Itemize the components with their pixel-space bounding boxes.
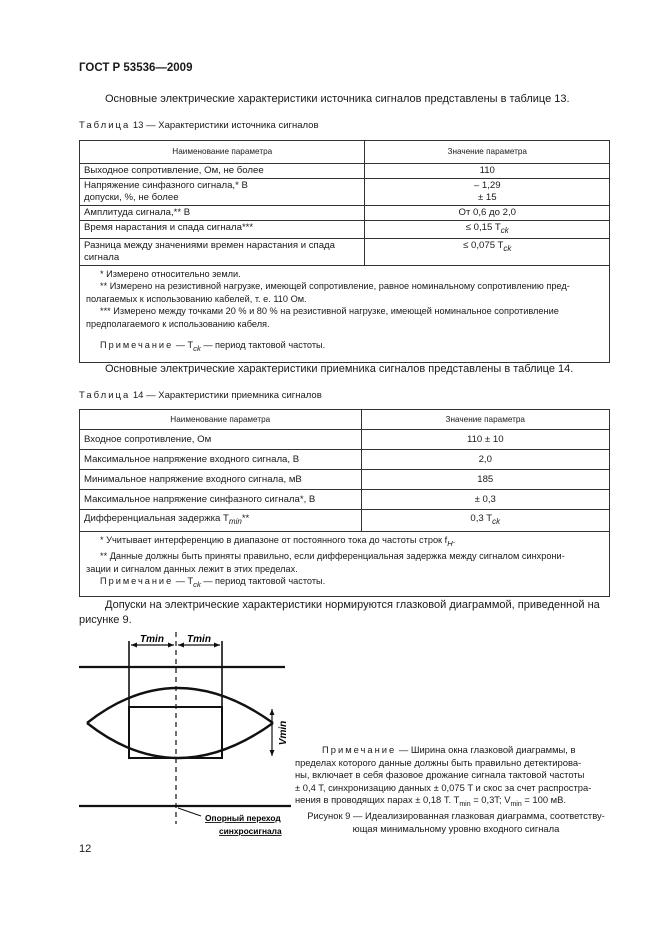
table14-remark: Примечание — $T_{ck}$ — период тактовой частоты. xyxy=(100,576,326,590)
row-name: Выходное сопротивление, Ом, не более xyxy=(80,164,365,179)
row-name: Время нарастания и спада сигнала*** xyxy=(80,221,365,239)
table14-caption xyxy=(79,390,322,401)
table14-col-header-name: Наименование параметра xyxy=(80,410,362,430)
footnote: ** Данные должны быть приняты правильно, если дифференциальная задержка между сигналом синхрони- xyxy=(100,551,565,562)
footnote: ** Измерено на резистивной нагрузке, имеющей сопротивление, равное номинальному сопротивлению пред- xyxy=(100,281,570,292)
row-value: 185 xyxy=(361,470,609,490)
row-value: 110 ± 10 xyxy=(361,430,609,450)
table-row xyxy=(80,206,610,221)
table14-col-header-value: Значение параметра xyxy=(361,410,609,430)
table-row xyxy=(80,179,610,206)
document-code: ГОСТ Р 53536—2009 xyxy=(79,62,193,74)
table14-caption-text: 14 — Характеристики приемника сигналов xyxy=(132,390,322,401)
table13 xyxy=(79,140,610,363)
table13-remark: Примечание — $T_{ck}$ — период тактовой частоты. xyxy=(100,340,326,354)
row-name: Минимальное напряжение входного сигнала, мВ xyxy=(80,470,362,490)
arrowhead-icon xyxy=(168,643,174,648)
intro-table13: Основные электрические характеристики источника сигналов представлены в таблице 13. xyxy=(105,93,570,105)
row-name: Входное сопротивление, Ом xyxy=(80,430,362,450)
row-name: Максимальное напряжение входного сигнала, В xyxy=(80,450,362,470)
figure-intro: Допуски на электрические характеристики нормируются глазковой диаграммой, приведенной на рисунке 9. xyxy=(79,599,600,626)
arrowhead-icon xyxy=(131,643,137,648)
footnote: * Измерено относительно земли. xyxy=(100,268,241,279)
table-row xyxy=(80,164,610,179)
table-row xyxy=(80,430,610,450)
arrowhead-icon xyxy=(214,643,220,648)
table-row xyxy=(80,510,610,532)
table-row xyxy=(80,238,610,265)
row-value: – 1,29 ± 15 xyxy=(365,179,610,206)
page-number: 12 xyxy=(79,843,92,855)
tmin-right-label: Tmin xyxy=(187,634,211,645)
table-row xyxy=(80,470,610,490)
row-value: ≤ 0,075 $T_{ck}$ xyxy=(365,238,610,265)
table13-caption xyxy=(79,120,319,131)
footnote: предполагаемого к использованию кабеля. xyxy=(86,318,270,329)
row-name: Разница между значениями времен нарастания и спада сигнала xyxy=(80,238,365,265)
footnote: *** Измерено между точками 20 % и 80 % на резистивной нагрузке, имеющей номинальное сопротивление xyxy=(100,306,559,317)
table14-caption-word: Таблица xyxy=(79,390,131,401)
eye-lower-curve xyxy=(87,723,273,758)
reference-label-line2: синхросигнала xyxy=(219,826,282,836)
tmin-left-label: Tmin xyxy=(140,634,164,645)
footnote: полагаемых к использованию кабелей, т. е. 110 Ом. xyxy=(86,293,307,304)
row-name: Амплитуда сигнала,** В xyxy=(80,206,365,221)
figure-note: Примечание — Ширина окна глазковой диаграммы, в пределах которого данные должны быть правильно детектирова- ны, включает в себя фазовое дрожание сигнала тактовой частоты ± 0,4 T, синхронизацию данных ± 0,075 T и скос за счет распростра- нения в проводящих парах ± 0,18 T. $T_{min} = 0,3T$; $V_{min} = 100$ мВ. xyxy=(295,744,592,808)
table-row xyxy=(80,221,610,239)
reference-label-line1: Опорный переход xyxy=(205,813,281,823)
row-name: Напряжение синфазного сигнала,* В допуски, %, не более xyxy=(80,179,365,206)
row-name: Максимальное напряжение синфазного сигнала*, В xyxy=(80,490,362,510)
table-row xyxy=(80,450,610,470)
row-value: ± 0,3 xyxy=(361,490,609,510)
reference-leader xyxy=(178,808,201,816)
eye-upper-curve xyxy=(87,688,273,723)
table13-caption-text: 13 — Характеристики источника сигналов xyxy=(132,120,319,131)
table13-notes xyxy=(80,265,610,362)
row-value: От 0,6 до 2,0 xyxy=(365,206,610,221)
table-row xyxy=(80,490,610,510)
row-value: 110 xyxy=(365,164,610,179)
footnote: зации и сигналом данных лежит в этих пределах. xyxy=(86,563,298,574)
row-name: Дифференциальная задержка $T_{min}**$ xyxy=(80,510,362,532)
table14 xyxy=(79,409,610,597)
table13-col-header-value: Значение параметра xyxy=(365,141,610,164)
arrowhead-icon xyxy=(270,709,275,715)
footnote: * Учитывает интерференцию в диапазоне от постоянного тока до частоты строк $f_H$. xyxy=(100,535,456,548)
intro-table14: Основные электрические характеристики приемника сигналов представлены в таблице 14. xyxy=(105,363,574,375)
row-value: ≤ 0,15 $T_{ck}$ xyxy=(365,221,610,239)
table13-caption-word: Таблица xyxy=(79,120,131,131)
eye-diagram xyxy=(79,628,299,853)
table13-col-header-name: Наименование параметра xyxy=(80,141,365,164)
arrowhead-icon xyxy=(178,643,184,648)
vmin-label: Vmin xyxy=(278,720,289,746)
row-value: 2,0 xyxy=(361,450,609,470)
figure-caption: Рисунок 9 — Идеализированная глазковая диаграмма, соответству- ющая минимальному уровню входного сигнала xyxy=(307,810,605,834)
arrowhead-icon xyxy=(270,750,275,756)
row-value: 0,3 $T_{ck}$ xyxy=(361,510,609,532)
table14-notes xyxy=(80,532,610,597)
